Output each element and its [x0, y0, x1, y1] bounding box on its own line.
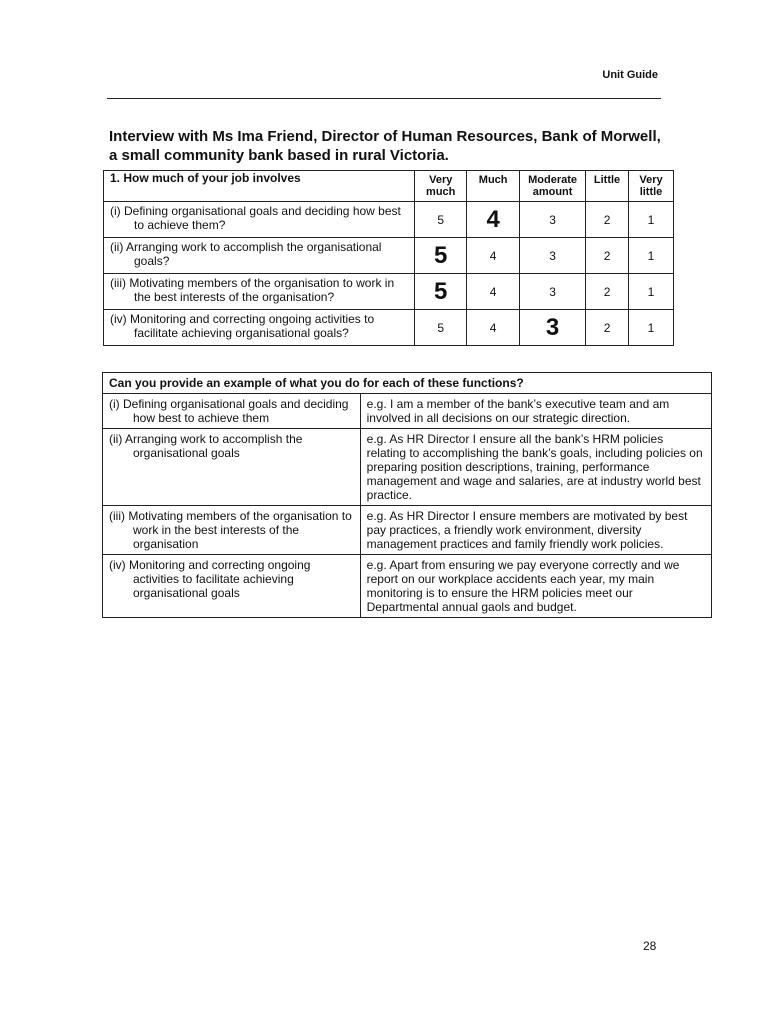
- score-cell: 1: [629, 202, 674, 238]
- column-header-much: Much: [467, 171, 520, 202]
- score-cell: 2: [586, 310, 629, 346]
- selected-score: 5: [415, 274, 467, 310]
- statement-text: (iii) Motivating members of the organisation to work in the best interests of the organisation?: [110, 276, 395, 304]
- function-cell: [103, 555, 361, 618]
- score-cell: 4: [467, 310, 520, 346]
- table-row: [103, 429, 712, 506]
- ratings-table: [103, 170, 674, 346]
- example-cell: e.g. As HR Director I ensure all the bank’s HRM policies relating to accomplishing the bank’s goals, including policies on preparing position descriptions, training, performance management and wage and salaries, are at industry world best practice.: [360, 429, 711, 506]
- score-cell: 5: [415, 202, 467, 238]
- function-cell: [103, 506, 361, 555]
- header-label: Unit Guide: [602, 69, 658, 81]
- ratings-statement: [104, 274, 415, 310]
- table-row: [104, 238, 674, 274]
- score-cell: 2: [586, 202, 629, 238]
- score-cell: 4: [467, 274, 520, 310]
- example-cell: e.g. I am a member of the bank’s executive team and am involved in all decisions on our strategic direction.: [360, 394, 711, 429]
- function-cell: [103, 394, 361, 429]
- column-header-little: Little: [586, 171, 629, 202]
- score-cell: 3: [520, 274, 586, 310]
- score-cell: 3: [520, 202, 586, 238]
- examples-header-row: [103, 373, 712, 394]
- table-row: [104, 274, 674, 310]
- ratings-question: 1. How much of your job involves: [104, 171, 415, 202]
- page-title: Interview with Ms Ima Friend, Director of Human Resources, Bank of Morwell, a small community bank based in rural Victoria.: [109, 128, 661, 164]
- header-divider: [107, 98, 661, 99]
- ratings-statement: [104, 202, 415, 238]
- function-text: (iv) Monitoring and correcting ongoing activities to facilitate achieving organisational goals: [109, 558, 311, 600]
- function-text: (i) Defining organisational goals and deciding how best to achieve them: [109, 397, 349, 425]
- function-text: (ii) Arranging work to accomplish the organisational goals: [109, 432, 303, 460]
- examples-table: [102, 372, 712, 618]
- column-header-moderate-amount: Moderate amount: [520, 171, 586, 202]
- examples-question: Can you provide an example of what you do for each of these functions?: [103, 373, 712, 394]
- score-cell: 1: [629, 238, 674, 274]
- ratings-statement: [104, 238, 415, 274]
- score-cell: 4: [467, 238, 520, 274]
- function-text: (iii) Motivating members of the organisation to work in the best interests of the organisation: [109, 509, 352, 551]
- statement-text: (ii) Arranging work to accomplish the organisational goals?: [110, 240, 382, 268]
- score-cell: 2: [586, 238, 629, 274]
- table-row: [103, 506, 712, 555]
- selected-score: 5: [415, 238, 467, 274]
- table-row: [104, 310, 674, 346]
- selected-score: 3: [520, 310, 586, 346]
- column-header-very-much: Very much: [415, 171, 467, 202]
- table-row: [103, 555, 712, 618]
- example-cell: e.g. As HR Director I ensure members are motivated by best pay practices, a friendly work environment, diversity management practices and family friendly work policies.: [360, 506, 711, 555]
- column-header-very-little: Very little: [629, 171, 674, 202]
- score-cell: 1: [629, 310, 674, 346]
- score-cell: 3: [520, 238, 586, 274]
- table-row: [104, 202, 674, 238]
- ratings-statement: [104, 310, 415, 346]
- ratings-header-row: [104, 171, 674, 202]
- table-row: [103, 394, 712, 429]
- score-cell: 1: [629, 274, 674, 310]
- score-cell: 2: [586, 274, 629, 310]
- page-number: 28: [643, 939, 657, 953]
- function-cell: [103, 429, 361, 506]
- example-cell: e.g. Apart from ensuring we pay everyone correctly and we report on our workplace accidents each year, my main monitoring is to ensure the HRM policies meet our Departmental annual gaols and budget.: [360, 555, 711, 618]
- selected-score: 4: [467, 202, 520, 238]
- statement-text: (i) Defining organisational goals and deciding how best to achieve them?: [110, 204, 401, 232]
- statement-text: (iv) Monitoring and correcting ongoing activities to facilitate achieving organisational goals?: [110, 312, 375, 340]
- score-cell: 5: [415, 310, 467, 346]
